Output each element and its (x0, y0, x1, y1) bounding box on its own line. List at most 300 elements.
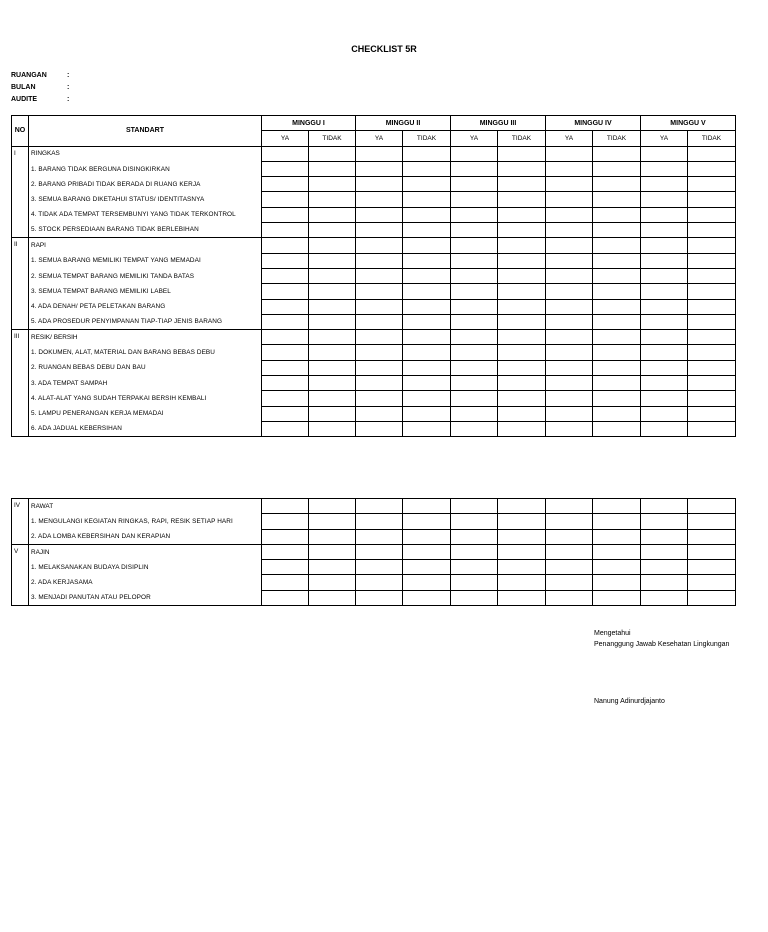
ya-check-cell[interactable] (356, 268, 403, 283)
ya-check-cell[interactable] (356, 161, 403, 176)
ya-check-cell[interactable] (262, 284, 309, 299)
ya-check-cell[interactable] (262, 253, 309, 268)
ya-check-cell[interactable] (356, 253, 403, 268)
tidak-check-cell[interactable] (498, 529, 546, 544)
tidak-check-cell[interactable] (593, 345, 641, 360)
ya-check-cell[interactable] (356, 192, 403, 207)
tidak-check-cell[interactable] (403, 207, 451, 222)
ya-check-cell[interactable] (356, 299, 403, 314)
ya-check-cell[interactable] (356, 529, 403, 544)
ya-check-cell[interactable] (546, 529, 593, 544)
ya-check-cell[interactable] (356, 514, 403, 529)
ya-check-cell[interactable] (451, 514, 498, 529)
ya-check-cell[interactable] (641, 146, 688, 161)
ya-check-cell[interactable] (356, 177, 403, 192)
standard-header: STANDART (29, 116, 262, 147)
tidak-check-cell[interactable] (688, 314, 736, 329)
ya-check-cell[interactable] (451, 146, 498, 161)
ya-check-cell[interactable] (641, 391, 688, 406)
tidak-check-cell[interactable] (688, 161, 736, 176)
criteria-item: 4. ALAT-ALAT YANG SUDAH TERPAKAI BERSIH KEMBALI (29, 391, 262, 406)
criteria-item: 3. SEMUA BARANG DIKETAHUI STATUS/ IDENTITASNYA (29, 192, 262, 207)
tidak-check-cell[interactable] (309, 590, 356, 605)
tidak-check-cell[interactable] (593, 299, 641, 314)
ya-check-cell[interactable] (262, 223, 309, 238)
tidak-check-cell[interactable] (403, 421, 451, 436)
ya-check-cell[interactable] (641, 284, 688, 299)
tidak-check-cell[interactable] (403, 360, 451, 375)
tidak-check-cell[interactable] (593, 207, 641, 222)
tidak-check-cell[interactable] (309, 560, 356, 575)
ya-check-cell[interactable] (641, 330, 688, 345)
table-row (12, 560, 736, 575)
ya-check-cell[interactable] (356, 284, 403, 299)
tidak-check-cell[interactable] (593, 360, 641, 375)
table-row (12, 299, 736, 314)
ya-check-cell[interactable] (641, 268, 688, 283)
tidak-check-cell[interactable] (498, 253, 546, 268)
tidak-check-cell[interactable] (403, 376, 451, 391)
tidak-check-cell[interactable] (498, 590, 546, 605)
signature-mengetahui: Mengetahui (594, 630, 631, 637)
tidak-check-cell[interactable] (309, 529, 356, 544)
table-row (12, 314, 736, 329)
ya-check-cell[interactable] (546, 268, 593, 283)
ya-check-cell[interactable] (546, 376, 593, 391)
table-row (12, 207, 736, 222)
ya-check-cell[interactable] (356, 238, 403, 253)
tidak-check-cell[interactable] (403, 268, 451, 283)
tidak-check-cell[interactable] (403, 345, 451, 360)
tidak-check-cell[interactable] (593, 268, 641, 283)
table-row (12, 529, 736, 544)
ya-check-cell[interactable] (262, 560, 309, 575)
tidak-check-cell[interactable] (403, 529, 451, 544)
tidak-check-cell[interactable] (688, 499, 736, 514)
ya-check-cell[interactable] (356, 499, 403, 514)
section-title: RINGKAS (29, 146, 262, 161)
tidak-check-cell[interactable] (593, 284, 641, 299)
ya-check-cell[interactable] (262, 238, 309, 253)
criteria-item: 4. TIDAK ADA TEMPAT TERSEMBUNYI YANG TIDAK TERKONTROL (29, 207, 262, 222)
tidak-check-cell[interactable] (498, 284, 546, 299)
tidak-check-cell[interactable] (403, 391, 451, 406)
tidak-check-cell[interactable] (688, 192, 736, 207)
ya-check-cell[interactable] (546, 238, 593, 253)
ya-check-cell[interactable] (546, 223, 593, 238)
tidak-check-cell[interactable] (688, 330, 736, 345)
tidak-check-cell[interactable] (688, 299, 736, 314)
ya-check-cell[interactable] (641, 177, 688, 192)
ya-check-cell[interactable] (641, 590, 688, 605)
tidak-check-cell[interactable] (688, 406, 736, 421)
ya-check-cell[interactable] (356, 560, 403, 575)
tidak-check-cell[interactable] (688, 284, 736, 299)
ya-check-cell[interactable] (262, 299, 309, 314)
page-title: CHECKLIST 5R (351, 44, 417, 54)
ya-check-cell[interactable] (451, 529, 498, 544)
tidak-check-cell[interactable] (688, 177, 736, 192)
meta-label: BULAN (11, 84, 36, 91)
tidak-check-cell[interactable] (593, 253, 641, 268)
criteria-item: 4. ADA DENAH/ PETA PELETAKAN BARANG (29, 299, 262, 314)
ya-check-cell[interactable] (262, 529, 309, 544)
ya-check-cell[interactable] (451, 207, 498, 222)
ya-check-cell[interactable] (546, 421, 593, 436)
tidak-check-cell[interactable] (688, 421, 736, 436)
ya-check-cell[interactable] (641, 544, 688, 559)
tidak-check-cell[interactable] (688, 345, 736, 360)
tidak-check-cell[interactable] (403, 284, 451, 299)
ya-check-cell[interactable] (641, 376, 688, 391)
ya-check-cell[interactable] (356, 421, 403, 436)
section-row (12, 499, 736, 514)
ya-check-cell[interactable] (641, 345, 688, 360)
tidak-check-cell[interactable] (498, 406, 546, 421)
tidak-check-cell[interactable] (593, 161, 641, 176)
tidak-check-cell[interactable] (593, 514, 641, 529)
ya-check-cell[interactable] (356, 146, 403, 161)
ya-check-cell[interactable] (546, 207, 593, 222)
criteria-item: 3. ADA TEMPAT SAMPAH (29, 376, 262, 391)
ya-header: YA (546, 131, 593, 146)
ya-check-cell[interactable] (262, 146, 309, 161)
ya-check-cell[interactable] (641, 238, 688, 253)
ya-check-cell[interactable] (262, 207, 309, 222)
ya-check-cell[interactable] (356, 376, 403, 391)
ya-check-cell[interactable] (262, 590, 309, 605)
tidak-check-cell[interactable] (309, 314, 356, 329)
ya-check-cell[interactable] (451, 499, 498, 514)
tidak-check-cell[interactable] (403, 253, 451, 268)
tidak-check-cell[interactable] (593, 499, 641, 514)
criteria-item: 1. DOKUMEN, ALAT, MATERIAL DAN BARANG BEBAS DEBU (29, 345, 262, 360)
tidak-check-cell[interactable] (593, 314, 641, 329)
tidak-check-cell[interactable] (403, 544, 451, 559)
section-title: RAJIN (29, 544, 262, 559)
tidak-check-cell[interactable] (688, 253, 736, 268)
ya-check-cell[interactable] (451, 268, 498, 283)
ya-check-cell[interactable] (262, 330, 309, 345)
ya-check-cell[interactable] (262, 544, 309, 559)
no-header: NO (12, 116, 29, 147)
tidak-check-cell[interactable] (593, 560, 641, 575)
tidak-check-cell[interactable] (309, 544, 356, 559)
ya-check-cell[interactable] (451, 560, 498, 575)
tidak-check-cell[interactable] (498, 421, 546, 436)
checklist-table-bottom (11, 498, 736, 606)
tidak-check-cell[interactable] (688, 560, 736, 575)
tidak-check-cell[interactable] (498, 345, 546, 360)
tidak-check-cell[interactable] (593, 590, 641, 605)
ya-check-cell[interactable] (546, 299, 593, 314)
tidak-check-cell[interactable] (309, 146, 356, 161)
ya-check-cell[interactable] (262, 345, 309, 360)
ya-check-cell[interactable] (356, 544, 403, 559)
tidak-check-cell[interactable] (403, 161, 451, 176)
ya-check-cell[interactable] (641, 529, 688, 544)
tidak-check-cell[interactable] (309, 192, 356, 207)
ya-header: YA (451, 131, 498, 146)
tidak-check-cell[interactable] (403, 299, 451, 314)
tidak-check-cell[interactable] (593, 421, 641, 436)
ya-check-cell[interactable] (451, 575, 498, 590)
tidak-check-cell[interactable] (688, 360, 736, 375)
ya-check-cell[interactable] (546, 253, 593, 268)
tidak-check-cell[interactable] (688, 529, 736, 544)
tidak-check-cell[interactable] (309, 575, 356, 590)
criteria-item: 1. SEMUA BARANG MEMILIKI TEMPAT YANG MEMADAI (29, 253, 262, 268)
ya-check-cell[interactable] (262, 161, 309, 176)
ya-check-cell[interactable] (451, 253, 498, 268)
ya-check-cell[interactable] (546, 406, 593, 421)
ya-check-cell[interactable] (451, 590, 498, 605)
tidak-check-cell[interactable] (309, 421, 356, 436)
ya-check-cell[interactable] (451, 421, 498, 436)
tidak-check-cell[interactable] (403, 223, 451, 238)
tidak-check-cell[interactable] (688, 238, 736, 253)
tidak-check-cell[interactable] (498, 376, 546, 391)
tidak-check-cell[interactable] (309, 253, 356, 268)
ya-check-cell[interactable] (262, 406, 309, 421)
ya-check-cell[interactable] (546, 499, 593, 514)
tidak-check-cell[interactable] (309, 223, 356, 238)
tidak-check-cell[interactable] (498, 192, 546, 207)
ya-check-cell[interactable] (641, 514, 688, 529)
ya-check-cell[interactable] (546, 360, 593, 375)
tidak-check-cell[interactable] (593, 177, 641, 192)
ya-check-cell[interactable] (546, 544, 593, 559)
tidak-check-cell[interactable] (309, 360, 356, 375)
ya-check-cell[interactable] (262, 421, 309, 436)
tidak-check-cell[interactable] (593, 146, 641, 161)
tidak-check-cell[interactable] (498, 575, 546, 590)
table-row (12, 177, 736, 192)
tidak-check-cell[interactable] (403, 590, 451, 605)
ya-check-cell[interactable] (451, 345, 498, 360)
tidak-check-cell[interactable] (309, 268, 356, 283)
tidak-check-cell[interactable] (403, 406, 451, 421)
tidak-check-cell[interactable] (309, 238, 356, 253)
tidak-header: TIDAK (309, 131, 356, 146)
tidak-check-cell[interactable] (688, 575, 736, 590)
ya-check-cell[interactable] (356, 575, 403, 590)
ya-check-cell[interactable] (356, 360, 403, 375)
table-row (12, 268, 736, 283)
tidak-check-cell[interactable] (688, 376, 736, 391)
ya-check-cell[interactable] (641, 314, 688, 329)
tidak-check-cell[interactable] (498, 330, 546, 345)
tidak-check-cell[interactable] (309, 499, 356, 514)
ya-check-cell[interactable] (641, 207, 688, 222)
tidak-check-cell[interactable] (309, 406, 356, 421)
table-row (12, 391, 736, 406)
section-title: RESIK/ BERSIH (29, 330, 262, 345)
ya-check-cell[interactable] (641, 360, 688, 375)
meta-row-ruangan (11, 70, 77, 82)
tidak-check-cell[interactable] (593, 544, 641, 559)
ya-check-cell[interactable] (641, 192, 688, 207)
tidak-check-cell[interactable] (403, 177, 451, 192)
tidak-check-cell[interactable] (593, 376, 641, 391)
ya-check-cell[interactable] (262, 177, 309, 192)
week-header: MINGGU IV (546, 116, 641, 131)
ya-check-cell[interactable] (546, 330, 593, 345)
tidak-check-cell[interactable] (403, 192, 451, 207)
ya-check-cell[interactable] (262, 376, 309, 391)
ya-check-cell[interactable] (451, 376, 498, 391)
meta-sep: : (67, 72, 70, 79)
ya-check-cell[interactable] (262, 514, 309, 529)
table-row (12, 223, 736, 238)
tidak-check-cell[interactable] (309, 284, 356, 299)
ya-check-cell[interactable] (451, 330, 498, 345)
tidak-check-cell[interactable] (309, 207, 356, 222)
tidak-check-cell[interactable] (688, 223, 736, 238)
tidak-check-cell[interactable] (688, 207, 736, 222)
section-number: V (12, 544, 29, 605)
tidak-check-cell[interactable] (498, 544, 546, 559)
tidak-check-cell[interactable] (309, 376, 356, 391)
tidak-check-cell[interactable] (688, 590, 736, 605)
tidak-check-cell[interactable] (593, 391, 641, 406)
ya-check-cell[interactable] (641, 499, 688, 514)
ya-check-cell[interactable] (546, 514, 593, 529)
tidak-check-cell[interactable] (498, 238, 546, 253)
tidak-check-cell[interactable] (498, 560, 546, 575)
ya-check-cell[interactable] (356, 345, 403, 360)
ya-check-cell[interactable] (546, 391, 593, 406)
tidak-check-cell[interactable] (688, 544, 736, 559)
ya-check-cell[interactable] (546, 560, 593, 575)
ya-check-cell[interactable] (546, 177, 593, 192)
tidak-check-cell[interactable] (403, 146, 451, 161)
tidak-check-cell[interactable] (498, 207, 546, 222)
ya-check-cell[interactable] (356, 590, 403, 605)
ya-check-cell[interactable] (546, 590, 593, 605)
tidak-check-cell[interactable] (593, 529, 641, 544)
tidak-check-cell[interactable] (498, 223, 546, 238)
tidak-check-cell[interactable] (403, 514, 451, 529)
ya-check-cell[interactable] (546, 314, 593, 329)
tidak-check-cell[interactable] (688, 268, 736, 283)
ya-check-cell[interactable] (262, 268, 309, 283)
ya-check-cell[interactable] (451, 544, 498, 559)
ya-check-cell[interactable] (451, 284, 498, 299)
ya-check-cell[interactable] (451, 391, 498, 406)
tidak-check-cell[interactable] (688, 391, 736, 406)
tidak-check-cell[interactable] (403, 238, 451, 253)
ya-check-cell[interactable] (641, 253, 688, 268)
tidak-check-cell[interactable] (498, 391, 546, 406)
tidak-check-cell[interactable] (309, 330, 356, 345)
tidak-check-cell[interactable] (498, 146, 546, 161)
ya-check-cell[interactable] (262, 575, 309, 590)
tidak-check-cell[interactable] (593, 330, 641, 345)
tidak-check-cell[interactable] (498, 360, 546, 375)
tidak-check-cell[interactable] (309, 345, 356, 360)
ya-check-cell[interactable] (451, 223, 498, 238)
ya-check-cell[interactable] (356, 314, 403, 329)
ya-check-cell[interactable] (451, 238, 498, 253)
ya-check-cell[interactable] (451, 314, 498, 329)
tidak-check-cell[interactable] (593, 575, 641, 590)
tidak-check-cell[interactable] (403, 560, 451, 575)
tidak-check-cell[interactable] (498, 499, 546, 514)
ya-check-cell[interactable] (451, 161, 498, 176)
tidak-check-cell[interactable] (593, 223, 641, 238)
ya-check-cell[interactable] (451, 299, 498, 314)
tidak-check-cell[interactable] (403, 575, 451, 590)
criteria-item: 6. ADA JADUAL KEBERSIHAN (29, 421, 262, 436)
ya-check-cell[interactable] (451, 406, 498, 421)
tidak-check-cell[interactable] (403, 314, 451, 329)
table-row (12, 376, 736, 391)
tidak-check-cell[interactable] (688, 514, 736, 529)
ya-check-cell[interactable] (546, 284, 593, 299)
ya-check-cell[interactable] (641, 161, 688, 176)
signature-role: Penanggung Jawab Kesehatan Lingkungan (594, 641, 730, 648)
ya-check-cell[interactable] (356, 406, 403, 421)
ya-check-cell[interactable] (356, 330, 403, 345)
ya-check-cell[interactable] (641, 575, 688, 590)
tidak-check-cell[interactable] (498, 161, 546, 176)
ya-check-cell[interactable] (546, 161, 593, 176)
ya-check-cell[interactable] (641, 406, 688, 421)
tidak-check-cell[interactable] (309, 299, 356, 314)
ya-check-cell[interactable] (356, 391, 403, 406)
tidak-check-cell[interactable] (498, 299, 546, 314)
ya-check-cell[interactable] (546, 345, 593, 360)
ya-check-cell[interactable] (546, 146, 593, 161)
ya-check-cell[interactable] (451, 192, 498, 207)
table-row (12, 161, 736, 176)
ya-check-cell[interactable] (546, 192, 593, 207)
tidak-check-cell[interactable] (309, 391, 356, 406)
tidak-check-cell[interactable] (688, 146, 736, 161)
tidak-check-cell[interactable] (593, 406, 641, 421)
ya-check-cell[interactable] (356, 207, 403, 222)
tidak-check-cell[interactable] (593, 238, 641, 253)
ya-check-cell[interactable] (641, 299, 688, 314)
ya-check-cell[interactable] (641, 560, 688, 575)
ya-check-cell[interactable] (641, 223, 688, 238)
ya-check-cell[interactable] (546, 575, 593, 590)
ya-check-cell[interactable] (262, 314, 309, 329)
tidak-check-cell[interactable] (309, 177, 356, 192)
week-header: MINGGU I (262, 116, 356, 131)
section-title: RAWAT (29, 499, 262, 514)
tidak-check-cell[interactable] (498, 514, 546, 529)
ya-check-cell[interactable] (451, 360, 498, 375)
tidak-check-cell[interactable] (403, 499, 451, 514)
ya-check-cell[interactable] (451, 177, 498, 192)
tidak-check-cell[interactable] (498, 314, 546, 329)
tidak-header: TIDAK (498, 131, 546, 146)
tidak-check-cell[interactable] (498, 268, 546, 283)
tidak-check-cell[interactable] (593, 192, 641, 207)
ya-check-cell[interactable] (262, 391, 309, 406)
ya-check-cell[interactable] (262, 192, 309, 207)
ya-check-cell[interactable] (641, 421, 688, 436)
ya-check-cell[interactable] (356, 223, 403, 238)
tidak-check-cell[interactable] (498, 177, 546, 192)
ya-check-cell[interactable] (262, 360, 309, 375)
ya-check-cell[interactable] (262, 499, 309, 514)
tidak-check-cell[interactable] (309, 514, 356, 529)
tidak-check-cell[interactable] (403, 330, 451, 345)
tidak-check-cell[interactable] (309, 161, 356, 176)
